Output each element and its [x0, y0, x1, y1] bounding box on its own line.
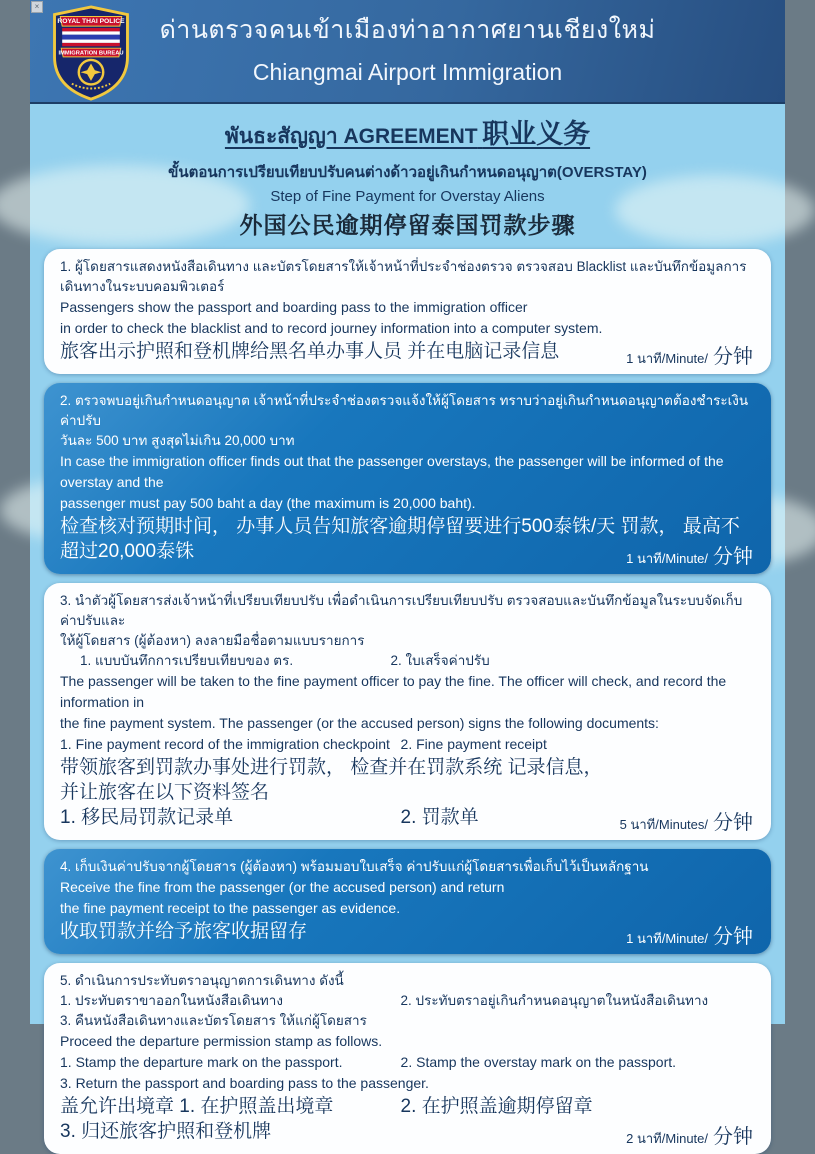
- duration-label: [626, 1120, 753, 1149]
- step-line-cn: 带领旅客到罚款办事处进行罚款， 检查并在罚款系统 记录信息，: [60, 757, 603, 778]
- badge-top-label: ROYAL THAI POLICE: [57, 18, 125, 26]
- subtitle-thai: ขั้นตอนการเปรียบเทียบปรับคนต่างด้าวอยู่เกินกำหนดอนุญาต(OVERSTAY): [168, 164, 647, 181]
- step-line-en: the fine payment receipt to the passenger as evidence.: [60, 900, 401, 916]
- duration-chinese: 分钟: [713, 1126, 753, 1148]
- step-line-en: Proceed the departure permission stamp as follows.: [60, 1033, 383, 1049]
- duration-chinese: 分钟: [713, 926, 753, 948]
- duration-label: [626, 340, 753, 369]
- step-line-cn: 检查核对预期时间， 办事人员告知旅客逾期停留要进行500泰铢/天 罚款， 最高不超过20,000泰铢: [60, 516, 740, 562]
- step-subitem: 1. 移民局罚款记录单: [60, 807, 234, 828]
- duration-thai-english: 1 นาที/Minute/: [626, 351, 708, 366]
- step-subitem: 1. Fine payment record of the immigration checkpoint: [60, 736, 390, 752]
- agreement-heading-thai-en: พันธะสัญญา AGREEMENT: [224, 125, 478, 148]
- step-line-thai: 3. นำตัวผู้โดยสารส่งเจ้าหน้าที่เปรียบเทียบปรับ เพื่อดำเนินการเปรียบเทียบปรับ ตรวจสอบและบันทึกข้อมูลในระบบจัดเก็บค่าปรับและ: [60, 593, 743, 628]
- step-card-4: [44, 849, 771, 954]
- step-line-thai: 2. ตรวจพบอยู่เกินกำหนดอนุญาต เจ้าหน้าที่ประจำช่องตรวจแจ้งให้ผู้โดยสาร ทราบว่าอยู่เกินกำหนดอนุญาตต้องชำระเงินค่าปรับ: [60, 393, 749, 428]
- header-titles: [30, 10, 785, 86]
- step-line-en: Passengers show the passport and boarding pass to the immigration officer: [60, 299, 528, 315]
- step-subitem: 1. Stamp the departure mark on the passport.: [60, 1054, 343, 1070]
- step-line-cn: 收取罚款并给予旅客收据留存: [60, 921, 308, 942]
- step-line-en: Receive the fine from the passenger (or the accused person) and return: [60, 879, 505, 895]
- badge-middle-label: IMMIGRATION BUREAU: [58, 50, 124, 57]
- step-line-thai: 1. ผู้โดยสารแสดงหนังสือเดินทาง และบัตรโดยสารให้เจ้าหน้าที่ประจำช่องตรวจ ตรวจสอบ Blacklist และบันทึกข้อมูลการเดินทางในระบบคอมพิวเตอร์: [60, 259, 747, 294]
- duration-thai-english: 1 นาที/Minute/: [626, 931, 708, 946]
- step-line-en: the fine payment system. The passenger (or the accused person) signs the following documents:: [60, 715, 659, 731]
- step-subitems-cn: [60, 1094, 755, 1119]
- step-subitem: 2. ใบเสร็จค่าปรับ: [390, 653, 490, 668]
- step-subitems-thai: [60, 651, 755, 671]
- duration-label: [626, 920, 753, 949]
- step-subitem: 1. ประทับตราขาออกในหนังสือเดินทาง: [60, 993, 283, 1008]
- poster-page: [30, 0, 785, 1148]
- step-subitem: 2. ประทับตราอยู่เกินกำหนดอนุญาตในหนังสือเดินทาง: [400, 993, 709, 1008]
- step-line-en: in order to check the blacklist and to record journey information into a computer system.: [60, 320, 603, 336]
- step-subitems-en: [60, 734, 755, 755]
- agreement-heading: [225, 112, 590, 153]
- step-subitem: 2. 在护照盖逾期停留章: [400, 1096, 593, 1117]
- broken-image-artifact-icon: ×: [31, 1, 43, 13]
- subtitle-english: Step of Fine Payment for Overstay Aliens: [270, 188, 545, 205]
- step-line-thai: วันละ 500 บาท สูงสุดไม่เกิน 20,000 บาท: [60, 433, 295, 448]
- step-subitems-en: [60, 1052, 755, 1073]
- step-card-1: [44, 249, 771, 374]
- title-thai: ด่านตรวจคนเข้าเมืองท่าอากาศยานเชียงใหม่: [159, 16, 656, 44]
- duration-thai-english: 2 นาที/Minute/: [626, 1131, 708, 1146]
- step-line-thai: 5. ดำเนินการประทับตราอนุญาตการเดินทาง ดังนี้: [60, 973, 344, 988]
- duration-thai-english: 1 นาที/Minute/: [626, 551, 708, 566]
- step-line-thai: ให้ผู้โดยสาร (ผู้ต้องหา) ลงลายมือชื่อตามแบบรายการ: [60, 633, 365, 648]
- step-line-cn: 并让旅客在以下资料签名: [60, 782, 270, 803]
- subtitle-chinese: 外国公民逾期停留泰国罚款步骤: [239, 212, 576, 238]
- step-line-en: 3. Return the passport and boarding pass to the passenger.: [60, 1075, 429, 1091]
- step-card-2: [44, 383, 771, 574]
- steps-list: [30, 240, 785, 1154]
- step-line-thai: 4. เก็บเงินค่าปรับจากผู้โดยสาร (ผู้ต้องหา) พร้อมมอบใบเสร็จ ค่าปรับแก่ผู้โดยสารเพื่อเก็บไว้เป็นหลักฐาน: [60, 859, 649, 874]
- step-line-cn: 旅客出示护照和登机牌给黑名单办事人员 并在电脑记录信息: [60, 341, 560, 362]
- agreement-heading-chinese: 职业义务: [482, 119, 591, 149]
- step-line-en: In case the immigration officer finds out that the passenger overstays, the passenger will be informed of the overstay and the: [60, 453, 724, 490]
- header-banner: [30, 0, 785, 104]
- step-card-5: [44, 963, 771, 1154]
- step-subitem: 2. Stamp the overstay mark on the passport.: [400, 1054, 677, 1070]
- step-subitems-thai: [60, 991, 755, 1011]
- intro-section: [30, 112, 785, 240]
- step-line-en: passenger must pay 500 baht a day (the maximum is 20,000 baht).: [60, 495, 476, 511]
- duration-chinese: 分钟: [713, 346, 753, 368]
- step-line-thai: 3. คืนหนังสือเดินทางและบัตรโดยสาร ให้แก่ผู้โดยสาร: [60, 1013, 367, 1028]
- duration-chinese: 分钟: [713, 812, 753, 834]
- duration-label: [620, 806, 753, 835]
- step-subitem: 1. แบบบันทึกการเปรียบเทียบของ ตร.: [80, 653, 294, 668]
- step-card-3: [44, 583, 771, 840]
- title-english: Chiangmai Airport Immigration: [252, 59, 563, 85]
- step-subitem: 盖允许出境章 1. 在护照盖出境章: [60, 1096, 334, 1117]
- step-subitem: 2. 罚款单: [400, 807, 479, 828]
- step-subitem: 2. Fine payment receipt: [400, 736, 547, 752]
- duration-thai-english: 5 นาที/Minutes/: [619, 817, 708, 832]
- duration-chinese: 分钟: [713, 546, 753, 568]
- step-line-en: The passenger will be taken to the fine payment officer to pay the fine. The officer will check, and record the information in: [60, 673, 727, 710]
- step-line-cn: 3. 归还旅客护照和登机牌: [60, 1121, 272, 1142]
- duration-label: [626, 540, 753, 569]
